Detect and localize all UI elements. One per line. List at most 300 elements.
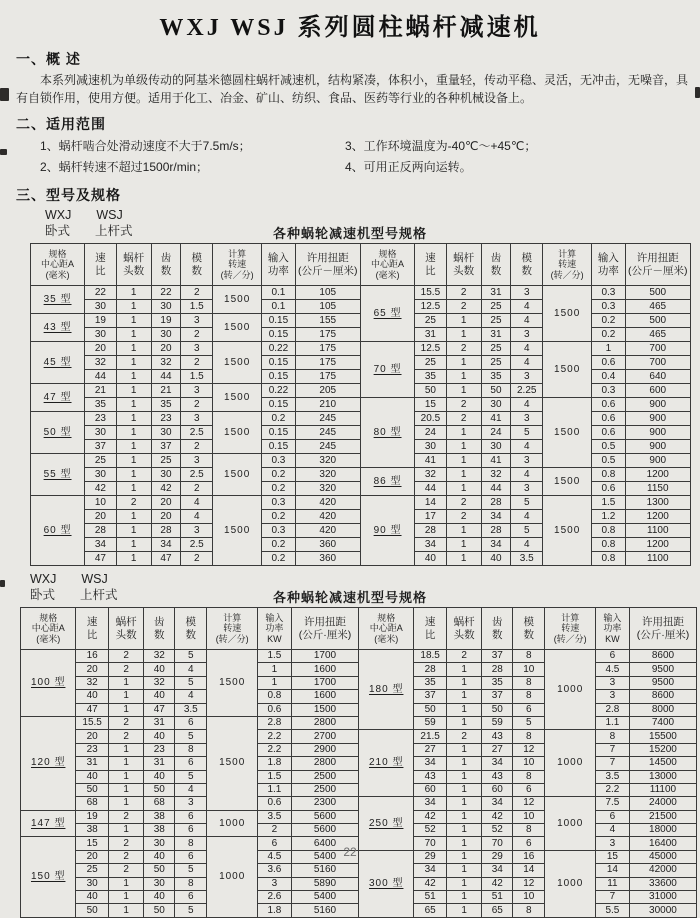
model-label: 300 型 (359, 850, 414, 917)
column-header: 许用扭距 (公斤－厘米) (625, 244, 690, 286)
page-title: WXJ WSJ 系列圆柱蜗杆减速机 (159, 15, 541, 41)
cell-input-power: 3.5 (257, 810, 291, 823)
cell-allowed-torque: 1200 (625, 468, 690, 482)
cell-ratio: 21.5 (414, 730, 446, 743)
cell-ratio: 19 (85, 314, 117, 328)
cell-module: 3 (511, 286, 543, 300)
cell-module: 10 (513, 810, 545, 823)
cell-input-power: 0.15 (262, 356, 295, 370)
cell-module: 2 (181, 286, 213, 300)
column-header: 蜗杆 头数 (446, 608, 482, 650)
cell-ratio: 47 (85, 552, 117, 566)
cell-input-power: 8 (595, 730, 629, 743)
table-row (31, 412, 361, 426)
cell-allowed-torque: 5600 (291, 824, 358, 837)
column-header: 齿 数 (481, 244, 511, 286)
column-header: 齿 数 (151, 244, 181, 286)
cell-calc-speed: 1500 (207, 650, 257, 717)
cell-allowed-torque: 900 (625, 454, 690, 468)
cell-worm-heads: 2 (116, 496, 151, 510)
column-header: 输入 功率 (592, 244, 625, 286)
cell-module: 2.5 (181, 538, 213, 552)
spec-table-2 (20, 607, 698, 918)
cell-teeth: 43 (482, 770, 513, 783)
cell-input-power: 5.5 (595, 904, 629, 917)
cell-allowed-torque: 900 (625, 398, 690, 412)
cell-worm-heads: 2 (108, 810, 144, 823)
cell-worm-heads: 1 (446, 877, 482, 890)
cell-module: 4 (175, 663, 207, 676)
cell-teeth: 68 (144, 797, 175, 810)
table-row (31, 384, 361, 398)
cell-worm-heads: 1 (108, 783, 144, 796)
cell-teeth: 25 (481, 356, 511, 370)
cell-ratio: 38 (76, 824, 108, 837)
table-row (31, 454, 361, 468)
cell-ratio: 19 (76, 810, 108, 823)
table-row (31, 314, 361, 328)
column-header: 计算 转速 (转／分) (213, 244, 262, 286)
model-label: 180 型 (359, 650, 414, 730)
cell-allowed-torque: 6400 (291, 837, 358, 850)
cell-module: 4 (511, 510, 543, 524)
cell-teeth: 37 (151, 440, 181, 454)
cell-module: 3 (181, 524, 213, 538)
header-row (21, 608, 359, 650)
cell-ratio: 50 (415, 384, 447, 398)
cell-teeth: 40 (144, 770, 175, 783)
cell-allowed-torque: 155 (295, 314, 360, 328)
cell-allowed-torque: 24000 (629, 797, 696, 810)
cell-ratio: 40 (76, 690, 108, 703)
cell-input-power: 0.8 (257, 690, 291, 703)
cell-ratio: 32 (76, 676, 108, 689)
cell-allowed-torque: 18000 (629, 824, 696, 837)
cell-worm-heads: 1 (116, 524, 151, 538)
cell-worm-heads: 1 (446, 690, 482, 703)
column-header: 规格 中心距A (毫米) (21, 608, 76, 650)
cell-teeth: 30 (144, 837, 175, 850)
column-header: 齿 数 (482, 608, 513, 650)
cell-input-power: 14 (595, 864, 629, 877)
cell-ratio: 30 (85, 300, 117, 314)
cell-allowed-torque: 33600 (629, 877, 696, 890)
cell-teeth: 34 (482, 864, 513, 877)
cell-input-power: 0.22 (262, 384, 295, 398)
cell-worm-heads: 1 (446, 440, 481, 454)
section-heading-overview: 一、概 述 (16, 51, 81, 67)
cell-module: 5 (511, 524, 543, 538)
cell-ratio: 15.5 (76, 716, 108, 729)
cell-worm-heads: 2 (446, 650, 482, 663)
column-header: 许用扭距 (公斤·厘米) (291, 608, 358, 650)
cell-module: 2 (181, 328, 213, 342)
cell-input-power: 2.2 (257, 730, 291, 743)
cell-allowed-torque: 1600 (291, 663, 358, 676)
cell-ratio: 59 (414, 716, 446, 729)
cell-module: 3.5 (511, 552, 543, 566)
cell-module: 3 (175, 797, 207, 810)
cell-worm-heads: 1 (116, 482, 151, 496)
cell-allowed-torque: 500 (625, 314, 690, 328)
cell-ratio: 65 (414, 904, 446, 917)
cell-module: 4 (175, 690, 207, 703)
scan-artifact (0, 88, 9, 101)
cell-worm-heads: 1 (116, 328, 151, 342)
cell-worm-heads: 2 (446, 342, 481, 356)
cell-teeth: 29 (482, 850, 513, 863)
cell-teeth: 50 (481, 384, 511, 398)
model-label: 150 型 (21, 837, 76, 917)
scan-artifact (0, 149, 7, 155)
cell-calc-speed: 1500 (213, 496, 262, 566)
cell-teeth: 50 (144, 783, 175, 796)
cell-allowed-torque: 900 (625, 426, 690, 440)
cell-allowed-torque: 15200 (629, 743, 696, 756)
cell-allowed-torque: 245 (295, 440, 360, 454)
cell-allowed-torque: 2700 (291, 730, 358, 743)
cell-ratio: 70 (414, 837, 446, 850)
column-header: 速 比 (76, 608, 108, 650)
cell-module: 5 (511, 496, 543, 510)
overview-paragraph: 本系列减速机为单级传动的阿基米德圆柱蜗杆减速机，结构紧凑，体积小，重量轻，传动平稳、灵活，无冲击，无噪音，具有自锁作用，使用方便。适用于化工、冶金、矿山、纺织、食品、医药等行业的各种机械设备上。 (16, 73, 689, 105)
cell-teeth: 50 (144, 864, 175, 877)
cell-allowed-torque: 11100 (629, 783, 696, 796)
model-label: 120 型 (21, 716, 76, 810)
cell-worm-heads: 2 (446, 286, 481, 300)
cell-ratio: 25 (76, 864, 108, 877)
cell-worm-heads: 1 (116, 370, 151, 384)
column-header: 模 数 (181, 244, 213, 286)
cell-worm-heads: 2 (108, 864, 144, 877)
cell-worm-heads: 1 (116, 412, 151, 426)
cell-ratio: 24 (415, 426, 447, 440)
cell-input-power: 3.6 (257, 864, 291, 877)
cell-input-power: 3 (257, 877, 291, 890)
cell-allowed-torque: 175 (295, 370, 360, 384)
cell-allowed-torque: 320 (295, 468, 360, 482)
cell-allowed-torque: 420 (295, 496, 360, 510)
cell-allowed-torque: 1100 (625, 552, 690, 566)
cell-worm-heads: 1 (108, 703, 144, 716)
cell-input-power: 4.5 (595, 663, 629, 676)
cell-teeth: 47 (151, 552, 181, 566)
cell-worm-heads: 1 (108, 690, 144, 703)
cell-teeth: 50 (482, 703, 513, 716)
range-item: 1、蜗杆啮合处滑动速度不大于7.5m/s； (40, 139, 251, 153)
cell-module: 5 (511, 426, 543, 440)
cell-worm-heads: 1 (108, 824, 144, 837)
cell-worm-heads: 2 (446, 412, 481, 426)
cell-worm-heads: 1 (446, 837, 482, 850)
cell-input-power: 0.2 (262, 538, 295, 552)
cell-teeth: 35 (482, 676, 513, 689)
header-row (31, 244, 361, 286)
cell-input-power: 3 (595, 837, 629, 850)
cell-ratio: 32 (85, 356, 117, 370)
cell-ratio: 44 (85, 370, 117, 384)
cell-worm-heads: 1 (446, 904, 482, 917)
cell-module: 14 (513, 864, 545, 877)
cell-worm-heads: 1 (116, 426, 151, 440)
cell-teeth: 38 (144, 824, 175, 837)
cell-input-power: 1.5 (257, 770, 291, 783)
cell-teeth: 52 (482, 824, 513, 837)
model-label: 60 型 (31, 496, 85, 566)
cell-worm-heads: 1 (446, 716, 482, 729)
cell-allowed-torque: 420 (295, 510, 360, 524)
cell-module: 2 (181, 440, 213, 454)
cell-calc-speed: 1500 (213, 314, 262, 342)
cell-module: 5 (175, 864, 207, 877)
cell-teeth: 30 (151, 426, 181, 440)
cell-teeth: 50 (144, 904, 175, 917)
cell-input-power: 0.15 (262, 398, 295, 412)
column-header: 规格 中心距A (毫米) (359, 608, 414, 650)
cell-module: 1.5 (181, 370, 213, 384)
cell-input-power: 7.5 (595, 797, 629, 810)
cell-allowed-torque: 600 (625, 384, 690, 398)
cell-worm-heads: 1 (446, 770, 482, 783)
cell-teeth: 34 (151, 538, 181, 552)
cell-ratio: 50 (76, 783, 108, 796)
cell-input-power: 0.2 (262, 468, 295, 482)
cell-allowed-torque: 13000 (629, 770, 696, 783)
cell-module: 6 (513, 783, 545, 796)
table-row (31, 342, 361, 356)
column-header: 模 数 (175, 608, 207, 650)
model-label: 65 型 (361, 286, 415, 342)
spec-table-2-left (20, 607, 359, 918)
cell-ratio: 32 (415, 468, 447, 482)
cell-input-power: 0.8 (592, 538, 625, 552)
cell-ratio: 44 (415, 482, 447, 496)
cell-allowed-torque: 210 (295, 398, 360, 412)
cell-ratio: 30 (415, 440, 447, 454)
cell-ratio: 34 (414, 757, 446, 770)
cell-input-power: 1.8 (257, 757, 291, 770)
column-header: 模 数 (513, 608, 545, 650)
cell-allowed-torque: 360 (295, 538, 360, 552)
cell-input-power: 0.15 (262, 426, 295, 440)
cell-module: 8 (513, 690, 545, 703)
cell-allowed-torque: 175 (295, 328, 360, 342)
cell-input-power: 4 (595, 824, 629, 837)
cell-module: 4 (511, 398, 543, 412)
table1-caption: 各种蜗轮减速机型号规格 (272, 226, 427, 241)
cell-worm-heads: 1 (446, 328, 481, 342)
cell-input-power: 0.2 (592, 328, 625, 342)
model-label: 147 型 (21, 810, 76, 837)
cell-teeth: 31 (144, 716, 175, 729)
cell-module: 8 (513, 650, 545, 663)
cell-ratio: 40 (76, 770, 108, 783)
cell-worm-heads: 1 (446, 538, 481, 552)
cell-module: 1.5 (181, 300, 213, 314)
model-type-line: 卧式 上杆式 (30, 588, 118, 603)
cell-allowed-torque: 5160 (291, 904, 358, 917)
cell-teeth: 25 (151, 454, 181, 468)
cell-teeth: 27 (482, 743, 513, 756)
cell-ratio: 12.5 (415, 342, 447, 356)
cell-input-power: 6 (257, 837, 291, 850)
cell-worm-heads: 1 (116, 384, 151, 398)
cell-teeth: 34 (482, 797, 513, 810)
cell-teeth: 31 (481, 328, 511, 342)
column-header: 齿 数 (144, 608, 175, 650)
cell-ratio: 23 (76, 743, 108, 756)
cell-input-power: 1.1 (257, 783, 291, 796)
cell-allowed-torque: 175 (295, 356, 360, 370)
spec-table-1-right (360, 243, 691, 566)
cell-worm-heads: 1 (446, 850, 482, 863)
range-item: 4、可用正反两向运转。 (345, 160, 472, 174)
cell-module: 8 (175, 837, 207, 850)
table-row (359, 650, 697, 663)
cell-worm-heads: 1 (108, 743, 144, 756)
cell-module: 3 (511, 482, 543, 496)
cell-ratio: 42 (414, 810, 446, 823)
table-row (361, 342, 691, 356)
cell-allowed-torque: 5400 (291, 891, 358, 904)
cell-calc-speed: 1500 (543, 496, 592, 566)
cell-input-power: 0.2 (592, 314, 625, 328)
column-header: 蜗杆 头数 (446, 244, 481, 286)
cell-ratio: 20 (85, 510, 117, 524)
cell-input-power: 1.5 (592, 496, 625, 510)
table-row (21, 716, 359, 729)
cell-teeth: 21 (151, 384, 181, 398)
cell-allowed-torque: 1600 (291, 690, 358, 703)
cell-ratio: 30 (85, 328, 117, 342)
cell-teeth: 34 (482, 757, 513, 770)
model-label: 55 型 (31, 454, 85, 496)
cell-calc-speed: 1500 (543, 342, 592, 398)
cell-input-power: 0.8 (592, 468, 625, 482)
cell-input-power: 3.5 (595, 770, 629, 783)
cell-calc-speed: 1500 (213, 384, 262, 412)
cell-input-power: 0.6 (592, 482, 625, 496)
cell-worm-heads: 2 (108, 716, 144, 729)
cell-teeth: 28 (482, 663, 513, 676)
cell-ratio: 14 (415, 496, 447, 510)
cell-module: 2.25 (511, 384, 543, 398)
cell-worm-heads: 1 (116, 538, 151, 552)
table-row (21, 650, 359, 663)
cell-ratio: 20 (76, 850, 108, 863)
model-label: 250 型 (359, 797, 414, 851)
cell-input-power: 0.6 (592, 412, 625, 426)
cell-allowed-torque: 360 (295, 552, 360, 566)
cell-ratio: 30 (85, 468, 117, 482)
cell-worm-heads: 1 (108, 797, 144, 810)
column-header: 速 比 (415, 244, 447, 286)
cell-worm-heads: 1 (108, 676, 144, 689)
page-number: 22 (343, 845, 357, 859)
table-row (359, 797, 697, 810)
cell-teeth: 24 (481, 426, 511, 440)
cell-worm-heads: 1 (446, 356, 481, 370)
cell-calc-speed: 1000 (207, 810, 257, 837)
cell-ratio: 20 (76, 730, 108, 743)
cell-input-power: 0.3 (592, 300, 625, 314)
cell-module: 3 (181, 342, 213, 356)
header-row (361, 244, 691, 286)
cell-module: 2 (181, 552, 213, 566)
cell-allowed-torque: 640 (625, 370, 690, 384)
cell-teeth: 37 (482, 650, 513, 663)
cell-ratio: 16 (76, 650, 108, 663)
model-label: 50 型 (31, 412, 85, 454)
cell-worm-heads: 1 (446, 552, 481, 566)
cell-teeth: 35 (481, 370, 511, 384)
cell-allowed-torque: 900 (625, 440, 690, 454)
cell-teeth: 40 (144, 690, 175, 703)
cell-worm-heads: 1 (446, 824, 482, 837)
cell-input-power: 4.5 (257, 850, 291, 863)
cell-teeth: 19 (151, 314, 181, 328)
cell-teeth: 41 (481, 454, 511, 468)
cell-module: 8 (175, 743, 207, 756)
cell-teeth: 44 (151, 370, 181, 384)
cell-teeth: 37 (482, 690, 513, 703)
cell-ratio: 51 (414, 891, 446, 904)
cell-module: 3 (511, 412, 543, 426)
column-header: 速 比 (85, 244, 117, 286)
spec-table-2-right (358, 607, 697, 918)
cell-module: 4 (511, 314, 543, 328)
cell-allowed-torque: 5890 (291, 877, 358, 890)
cell-teeth: 30 (481, 398, 511, 412)
cell-worm-heads: 1 (446, 676, 482, 689)
cell-teeth: 25 (481, 314, 511, 328)
cell-ratio: 40 (76, 891, 108, 904)
cell-allowed-torque: 31000 (629, 891, 696, 904)
cell-module: 5 (513, 716, 545, 729)
cell-allowed-torque: 1700 (291, 650, 358, 663)
column-header: 许用扭距 (公斤·厘米) (629, 608, 696, 650)
cell-worm-heads: 2 (108, 850, 144, 863)
cell-input-power: 0.1 (262, 286, 295, 300)
cell-ratio: 27 (414, 743, 446, 756)
column-header: 计算 转速 (转／分) (545, 608, 595, 650)
cell-teeth: 43 (482, 730, 513, 743)
cell-input-power: 0.15 (262, 440, 295, 454)
cell-teeth: 20 (151, 342, 181, 356)
model-label: 45 型 (31, 342, 85, 384)
cell-teeth: 30 (151, 300, 181, 314)
cell-worm-heads: 1 (116, 300, 151, 314)
cell-ratio: 18.5 (414, 650, 446, 663)
cell-allowed-torque: 8600 (629, 690, 696, 703)
cell-allowed-torque: 9500 (629, 676, 696, 689)
cell-input-power: 0.15 (262, 314, 295, 328)
cell-ratio: 21 (85, 384, 117, 398)
cell-allowed-torque: 500 (625, 286, 690, 300)
cell-teeth: 22 (151, 286, 181, 300)
cell-input-power: 2.2 (595, 783, 629, 796)
cell-allowed-torque: 205 (295, 384, 360, 398)
cell-allowed-torque: 5400 (291, 850, 358, 863)
cell-allowed-torque: 2800 (291, 716, 358, 729)
column-header: 规格 中心距A (毫米) (31, 244, 85, 286)
cell-module: 2 (181, 356, 213, 370)
cell-calc-speed: 1500 (543, 468, 592, 496)
cell-module: 8 (175, 877, 207, 890)
table2-intro (0, 571, 700, 605)
column-header: 输入 功率 KW (595, 608, 629, 650)
cell-module: 4 (181, 496, 213, 510)
